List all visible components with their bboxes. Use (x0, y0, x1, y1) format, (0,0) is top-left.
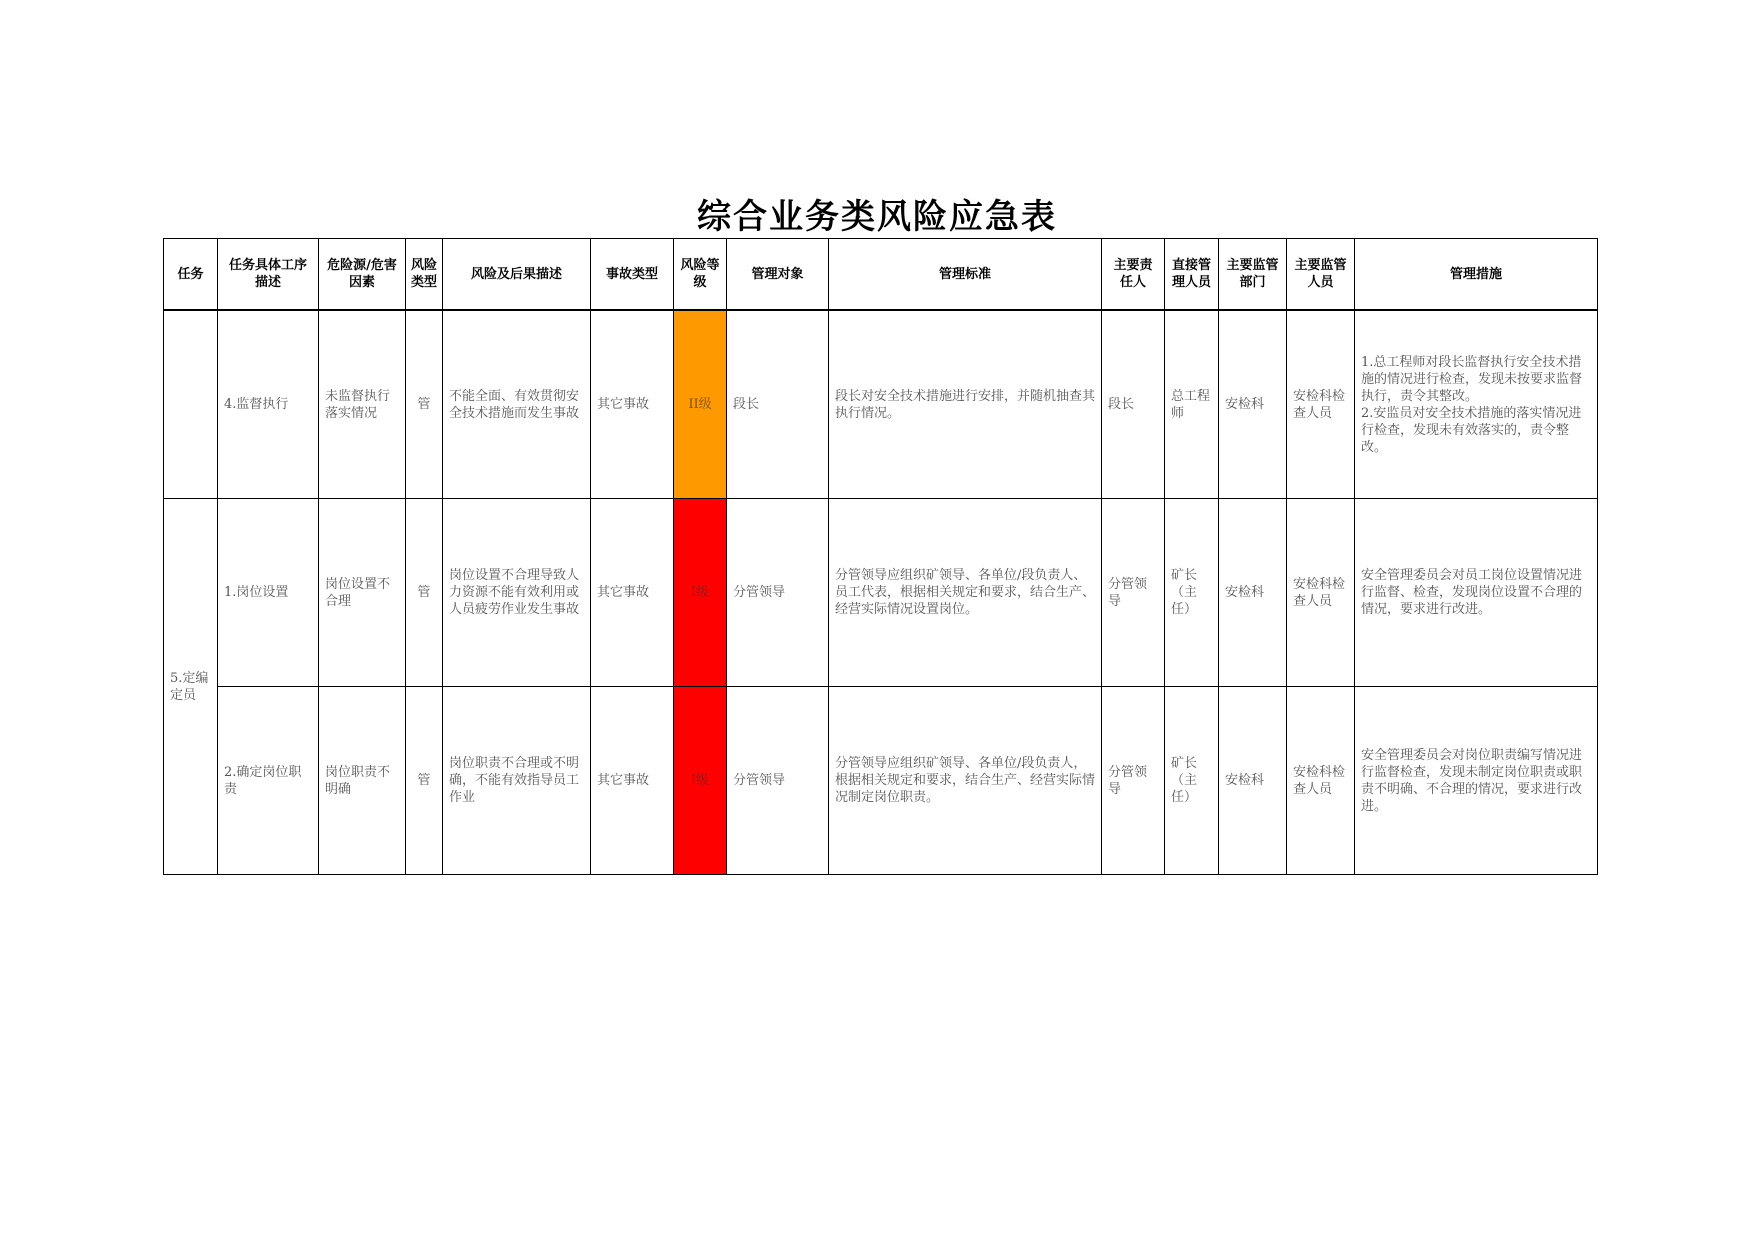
mgmt-object-cell: 分管领导 (727, 687, 829, 875)
procedure-cell: 2.确定岗位职责 (218, 687, 319, 875)
risk-type-cell: 管 (406, 687, 443, 875)
header-mgmt-object: 管理对象 (727, 239, 829, 311)
header-procedure: 任务具体工序描述 (218, 239, 319, 311)
main-responsible-cell: 段长 (1102, 310, 1165, 499)
header-measures: 管理措施 (1355, 239, 1598, 311)
direct-manager-cell: 矿长（主任） (1165, 687, 1219, 875)
risk-type-cell: 管 (406, 310, 443, 499)
header-risk-desc: 风险及后果描述 (443, 239, 591, 311)
supervise-dept-cell: 安检科 (1219, 310, 1287, 499)
risk-type-cell: 管 (406, 499, 443, 687)
main-responsible-cell: 分管领导 (1102, 687, 1165, 875)
header-main-responsible: 主要责任人 (1102, 239, 1165, 311)
table-row (164, 499, 1598, 687)
measures-cell: 安全管理委员会对岗位职责编写情况进行监督检查，发现未制定岗位职责或职责不明确、不合理的情况，要求进行改进。 (1355, 687, 1598, 875)
mgmt-object-cell: 分管领导 (727, 499, 829, 687)
header-risk-level: 风险等级 (674, 239, 727, 311)
mgmt-object-cell: 段长 (727, 310, 829, 499)
supervise-dept-cell: 安检科 (1219, 687, 1287, 875)
mgmt-standard-cell: 分管领导应组织矿领导、各单位/段负责人、员工代表，根据相关规定和要求，结合生产、经营实际情况设置岗位。 (829, 499, 1102, 687)
hazard-cell: 未监督执行落实情况 (319, 310, 406, 499)
accident-type-cell: 其它事故 (591, 310, 674, 499)
risk-desc-cell: 不能全面、有效贯彻安全技术措施而发生事故 (443, 310, 591, 499)
measures-cell: 1.总工程师对段长监督执行安全技术措施的情况进行检查，发现未按要求监督执行，责令其整改。 2.安监员对安全技术措施的落实情况进行检查，发现未有效落实的，责令整改。 (1355, 310, 1598, 499)
task-cell (164, 310, 218, 499)
procedure-cell: 1.岗位设置 (218, 499, 319, 687)
mgmt-standard-cell: 段长对安全技术措施进行安排，并随机抽查其执行情况。 (829, 310, 1102, 499)
risk-level-cell: I级 (674, 499, 727, 687)
accident-type-cell: 其它事故 (591, 499, 674, 687)
header-task: 任务 (164, 239, 218, 311)
accident-type-cell: 其它事故 (591, 687, 674, 875)
measures-cell: 安全管理委员会对员工岗位设置情况进行监督、检查，发现岗位设置不合理的情况，要求进行改进。 (1355, 499, 1598, 687)
header-supervise-person: 主要监管人员 (1287, 239, 1355, 311)
direct-manager-cell: 总工程师 (1165, 310, 1219, 499)
page-title: 综合业务类风险应急表 (697, 197, 1057, 237)
supervise-person-cell: 安检科检查人员 (1287, 310, 1355, 499)
header-risk-type: 风险类型 (406, 239, 443, 311)
supervise-person-cell: 安检科检查人员 (1287, 499, 1355, 687)
procedure-cell: 4.监督执行 (218, 310, 319, 499)
header-mgmt-standard: 管理标准 (829, 239, 1102, 311)
header-accident-type: 事故类型 (591, 239, 674, 311)
supervise-dept-cell: 安检科 (1219, 499, 1287, 687)
supervise-person-cell: 安检科检查人员 (1287, 687, 1355, 875)
table-row (164, 687, 1598, 875)
header-supervise-dept: 主要监管部门 (1219, 239, 1287, 311)
task-cell: 5.定编定员 (164, 499, 218, 875)
header-hazard: 危险源/危害因素 (319, 239, 406, 311)
hazard-cell: 岗位职责不明确 (319, 687, 406, 875)
risk-level-cell: II级 (674, 310, 727, 499)
table-row (164, 310, 1598, 499)
main-responsible-cell: 分管领导 (1102, 499, 1165, 687)
hazard-cell: 岗位设置不合理 (319, 499, 406, 687)
direct-manager-cell: 矿长（主任） (1165, 499, 1219, 687)
risk-table (163, 238, 1598, 875)
header-row (164, 239, 1598, 311)
header-direct-manager: 直接管理人员 (1165, 239, 1219, 311)
risk-desc-cell: 岗位职责不合理或不明确，不能有效指导员工作业 (443, 687, 591, 875)
risk-desc-cell: 岗位设置不合理导致人力资源不能有效利用或人员疲劳作业发生事故 (443, 499, 591, 687)
mgmt-standard-cell: 分管领导应组织矿领导、各单位/段负责人，根据相关规定和要求，结合生产、经营实际情况制定岗位职责。 (829, 687, 1102, 875)
risk-level-cell: I级 (674, 687, 727, 875)
